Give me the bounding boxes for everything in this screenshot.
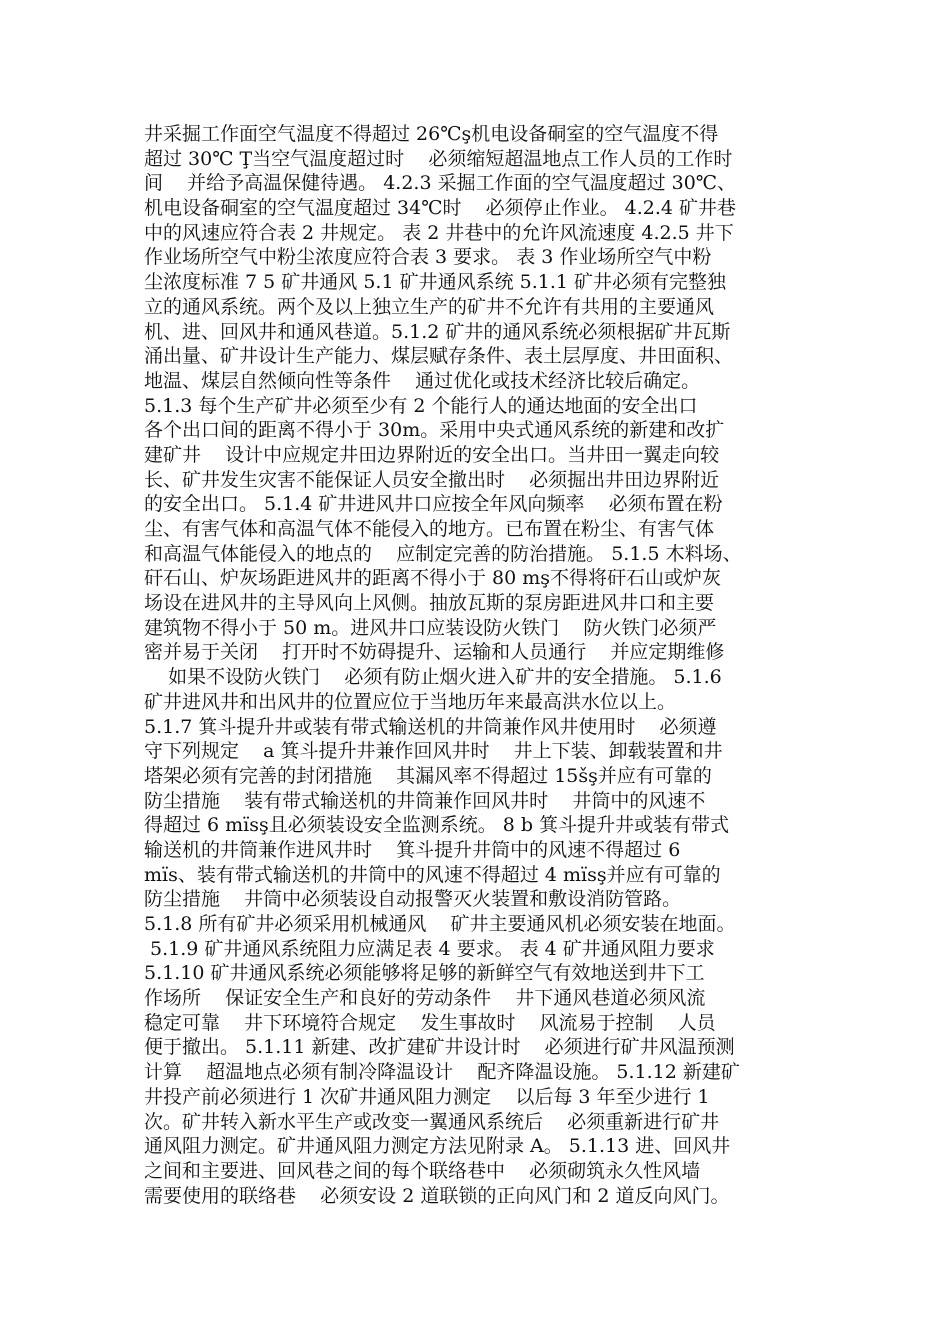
text-line: 得超过 6 mïsş且必须装设安全监测系统。 8 b 箕斗提升井或装有带式 — [144, 814, 730, 837]
text-line: 防尘措施 装有带式输送机的井筒兼作回风井时 井筒中的风速不 — [144, 789, 706, 812]
text-line: 各个出口间的距离不得小于 30m。采用中央式通风系统的新建和改扩 — [144, 419, 725, 442]
text-line: 矿井进风井和出风井的位置应位于当地历年来最高洪水位以上。 — [144, 690, 677, 713]
text-line: 和高温气体能侵入的地点的 应制定完善的防治措施。 5.1.5 木料场、 — [144, 542, 742, 565]
text-line: 建矿井 设计中应规定井田边界附近的安全出口。当井田一翼走向较 — [144, 443, 720, 466]
text-line: 稳定可靠 井下环境符合规定 发生事故时 风流易于控制 人员 — [144, 1011, 716, 1034]
text-line: 机、进、回风井和通风巷道。5.1.2 矿井的通风系统必须根据矿井瓦斯 — [144, 320, 731, 343]
text-line: 场设在进风井的主导风向上风侧。抽放瓦斯的泵房距进风井口和主要 — [144, 592, 715, 615]
text-line: 作场所 保证安全生产和良好的劳动条件 井下通风巷道必须风流 — [144, 987, 706, 1010]
text-line: 通风阻力测定。矿井通风阻力测定方法见附录 A。 5.1.13 进、回风井 — [144, 1135, 731, 1158]
text-line: 5.1.9 矿井通风系统阻力应满足表 4 要求。 表 4 矿井通风阻力要求 — [144, 937, 715, 960]
text-line: 尘浓度标准 7 5 矿井通风 5.1 矿井通风系统 5.1.1 矿井必须有完整独 — [144, 271, 727, 294]
text-line: 井采掘工作面空气温度不得超过 26℃ş机电设备硐室的空气温度不得 — [144, 123, 719, 145]
text-line: 作业场所空气中粉尘浓度应符合表 3 要求。 表 3 作业场所空气中粉 — [144, 246, 712, 269]
text-line: 便于撤出。 5.1.11 新建、改扩建矿井设计时 必须进行矿井风温预测 — [144, 1036, 735, 1059]
text-line: 5.1.8 所有矿井必须采用机械通风 矿井主要通风机必须安装在地面。 — [144, 913, 736, 935]
text-line: 矸石山、炉灰场距进风井的距离不得小于 80 mş不得将矸石山或炉灰 — [144, 567, 722, 590]
text-line: 如果不设防火铁门 必须有防止烟火进入矿井的安全措施。 5.1.6 — [144, 666, 722, 689]
text-line: 建筑物不得小于 50 m。进风井口应装设防火铁门 防火铁门必须严 — [144, 616, 717, 639]
text-line: 5.1.3 每个生产矿井必须至少有 2 个能行人的通达地面的安全出口 — [144, 394, 698, 417]
text-line: 5.1.7 箕斗提升井或装有带式输送机的井筒兼作风井使用时 必须遵 — [144, 715, 717, 738]
text-line: 间 并给予高温保健待遇。 4.2.3 采掘工作面的空气温度超过 30℃、 — [144, 172, 737, 195]
text-line: 的安全出口。 5.1.4 矿井进风井口应按全年风向频率 必须布置在粉 — [144, 493, 723, 516]
text-line: 机电设备硐室的空气温度超过 34℃时 必须停止作业。 4.2.4 矿井巷 — [144, 197, 737, 220]
text-line: 密并易于关闭 打开时不妨碍提升、运输和人员通行 并应定期维修 — [144, 641, 725, 664]
text-line: 计算 超温地点必须有制冷降温设计 配齐降温设施。 5.1.12 新建矿 — [144, 1061, 740, 1084]
text-line: 输送机的井筒兼作进风井时 箕斗提升井筒中的风速不得超过 6 — [144, 838, 681, 861]
text-line: mïs、装有带式输送机的井筒中的风速不得超过 4 mïsş并应有可靠的 — [144, 863, 721, 886]
text-line: 井投产前必须进行 1 次矿井通风阻力测定 以后每 3 年至少进行 1 — [144, 1085, 710, 1108]
text-line: 中的风速应符合表 2 井规定。 表 2 井巷中的允许风流速度 4.2.5 井下 — [144, 221, 734, 244]
text-line: 守下列规定 a 箕斗提升井兼作回风井时 井上下装、卸载装置和井 — [144, 740, 723, 763]
text-line: 涌出量、矿井设计生产能力、煤层赋存条件、表土层厚度、井田面积、 — [144, 345, 734, 368]
text-line: 之间和主要进、回风巷之间的每个联络巷中 必须砌筑永久性风墙 — [144, 1159, 701, 1182]
text-line: 5.1.10 矿井通风系统必须能够将足够的新鲜空气有效地送到井下工 — [144, 962, 705, 985]
text-line: 超过 30℃ Ţ当空气温度超过时 必须缩短超温地点工作人员的工作时 — [144, 147, 733, 170]
text-line: 次。矿井转入新水平生产或改变一翼通风系统后 必须重新进行矿井 — [144, 1110, 720, 1133]
body-text — [144, 122, 824, 1208]
text-line: 地温、煤层自然倾向性等条件 通过优化或技术经济比较后确定。 — [144, 369, 701, 392]
text-line: 防尘措施 井筒中必须装设自动报警灭火装置和敷设消防管路。 — [144, 888, 682, 911]
text-line: 尘、有害气体和高温气体不能侵入的地方。已布置在粉尘、有害气体 — [144, 518, 715, 540]
text-line: 立的通风系统。两个及以上独立生产的矿井不允许有共用的主要通风 — [144, 295, 715, 318]
text-line: 塔架必须有完善的封闭措施 其漏风率不得超过 15šş并应有可靠的 — [144, 764, 712, 787]
text-line: 长、矿井发生灾害不能保证人员安全撤出时 必须掘出井田边界附近 — [144, 468, 720, 491]
text-line: 需要使用的联络巷 必须安设 2 道联锁的正向风门和 2 道反向风门。 — [144, 1184, 730, 1207]
